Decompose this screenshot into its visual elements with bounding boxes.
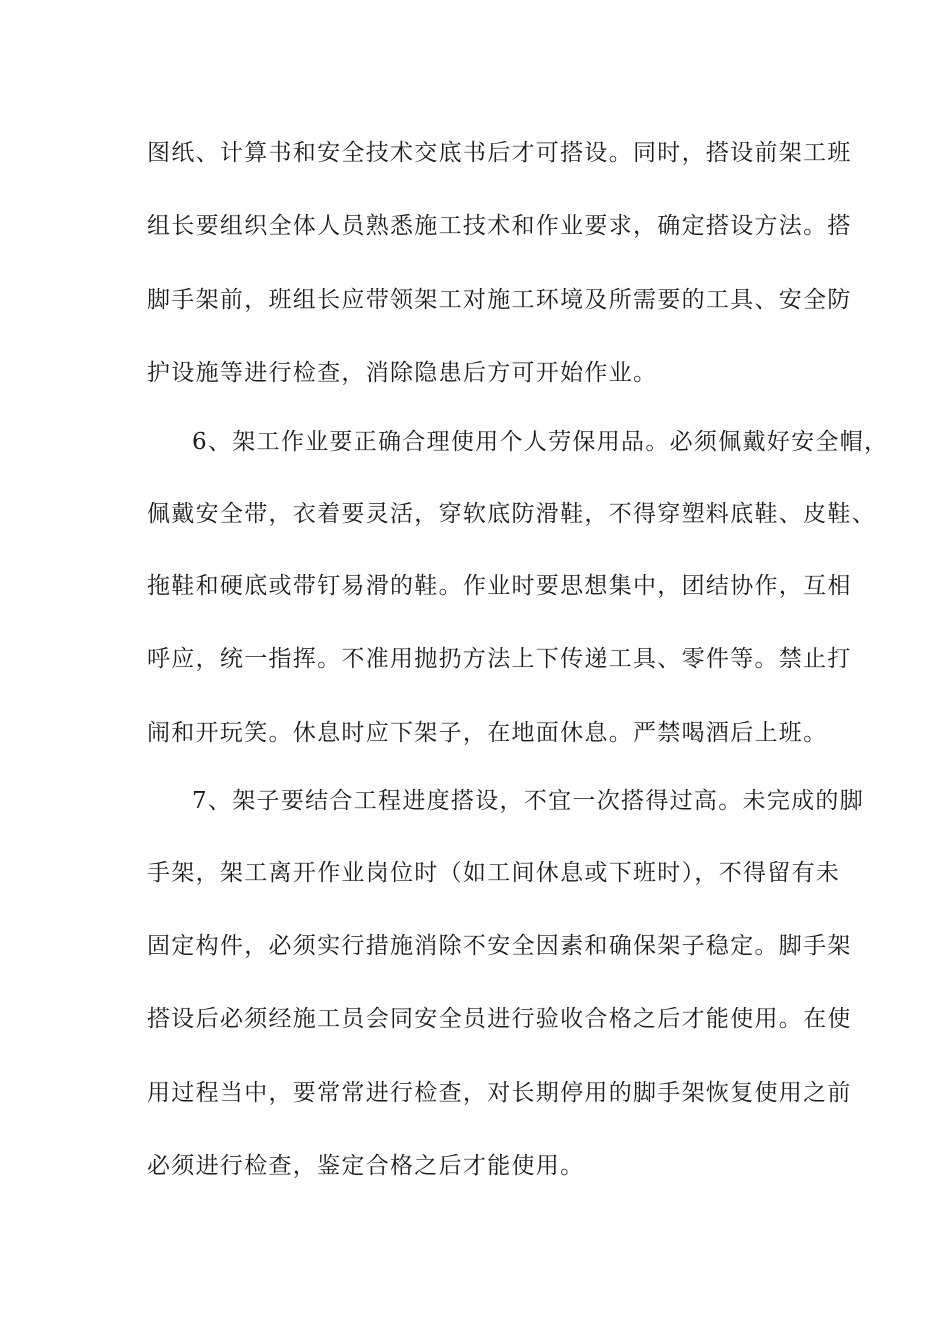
paragraph-6-first-line: 6、架工作业要正确合理使用个人劳保用品。必须佩戴好安全帽， xyxy=(192,429,889,455)
text-line: 脚手架前，班组长应带领架工对施工环境及所需要的工具、安全防 xyxy=(147,287,852,313)
text-line: 闹和开玩笑。休息时应下架子，在地面休息。严禁喝酒后上班。 xyxy=(147,720,828,746)
text-line: 用过程当中，要常常进行检查，对长期停用的脚手架恢复使用之前 xyxy=(147,1080,852,1106)
text-line: 护设施等进行检查，消除隐患后方可开始作业。 xyxy=(147,360,658,386)
text-line: 手架，架工离开作业岗位时（如工间休息或下班时），不得留有未 xyxy=(147,860,841,886)
text-line: 组长要组织全体人员熟悉施工技术和作业要求，确定搭设方法。搭 xyxy=(147,213,852,239)
text-line: 佩戴安全带，衣着要灵活，穿软底防滑鞋，不得穿塑料底鞋、皮鞋、 xyxy=(147,501,876,527)
text-line: 搭设后必须经施工员会同安全员进行验收合格之后才能使用。在使 xyxy=(147,1006,852,1032)
text-line: 固定构件，必须实行措施消除不安全因素和确保架子稳定。脚手架 xyxy=(147,933,852,959)
paragraph-7-first-line: 7、架子要结合工程进度搭设，不宜一次搭得过高。未完成的脚 xyxy=(192,788,865,814)
text-line: 图纸、计算书和安全技术交底书后才可搭设。同时，搭设前架工班 xyxy=(147,140,852,166)
text-line: 必须进行检查，鉴定合格之后才能使用。 xyxy=(147,1153,585,1179)
text-line: 呼应，统一指挥。不准用抛扔方法上下传递工具、零件等。禁止打 xyxy=(147,646,852,672)
text-line: 拖鞋和硬底或带钉易滑的鞋。作业时要思想集中，团结协作，互相 xyxy=(147,573,852,599)
